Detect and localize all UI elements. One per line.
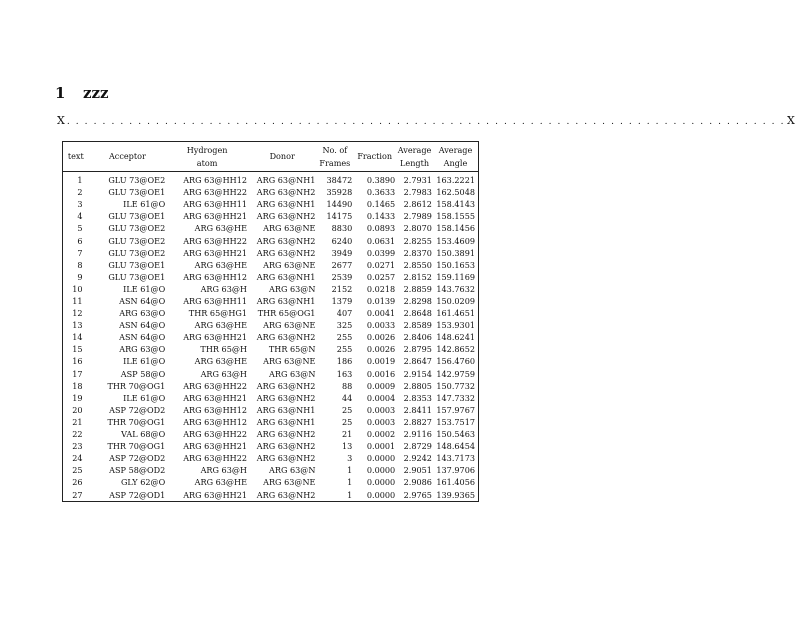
cell-hydrogen: ARG 63@HE xyxy=(194,223,247,234)
cell-index: 21 xyxy=(72,416,83,427)
cell-acceptor: ARG 63@O xyxy=(119,344,166,355)
cell-length: 2.9242 xyxy=(403,453,432,464)
cell-angle: 150.3891 xyxy=(436,247,475,258)
cell-fraction: 0.0000 xyxy=(366,489,396,500)
cell-acceptor: ARG 63@O xyxy=(119,308,166,319)
cell-hydrogen: ARG 63@HH22 xyxy=(183,187,247,198)
table-row xyxy=(63,235,479,247)
cell-angle: 137.9706 xyxy=(436,465,475,476)
cell-frames: 1 xyxy=(347,465,353,476)
cell-angle: 142.9759 xyxy=(436,368,475,379)
cell-frames: 186 xyxy=(336,356,353,367)
table-row xyxy=(63,380,479,392)
cell-frames: 14175 xyxy=(326,211,353,222)
cell-angle: 158.4143 xyxy=(436,199,475,210)
header-average-angle: Average Angle xyxy=(433,142,479,172)
cell-index: 9 xyxy=(77,271,83,282)
cell-index: 27 xyxy=(72,489,83,500)
cell-frames: 2152 xyxy=(331,283,353,294)
section-heading xyxy=(55,84,109,102)
cell-hydrogen: ARG 63@HH21 xyxy=(183,211,247,222)
table-row xyxy=(63,172,479,187)
cell-fraction: 0.0004 xyxy=(366,392,396,403)
cell-fraction: 0.0002 xyxy=(366,429,396,440)
cell-frames: 6240 xyxy=(331,235,353,246)
cell-length: 2.7983 xyxy=(403,187,432,198)
header-donor: Donor xyxy=(248,142,316,172)
cell-fraction: 0.0033 xyxy=(366,320,396,331)
cell-fraction: 0.0026 xyxy=(366,332,396,343)
cell-index: 4 xyxy=(77,211,83,222)
cell-fraction: 0.0009 xyxy=(366,380,396,391)
cell-length: 2.8370 xyxy=(403,247,432,258)
cell-length: 2.8648 xyxy=(403,308,432,319)
cell-donor: ARG 63@NH1 xyxy=(256,404,316,415)
cell-index: 18 xyxy=(72,380,83,391)
cell-hydrogen: ARG 63@HH11 xyxy=(183,199,247,210)
cell-frames: 8830 xyxy=(331,223,353,234)
cell-frames: 1 xyxy=(347,489,353,500)
cell-length: 2.8729 xyxy=(403,441,432,452)
cell-length: 2.8070 xyxy=(403,223,432,234)
cell-index: 3 xyxy=(77,199,83,210)
cell-donor: ARG 63@NH2 xyxy=(256,380,316,391)
cell-frames: 3949 xyxy=(331,247,353,258)
cell-index: 19 xyxy=(72,392,83,403)
cell-fraction: 0.0257 xyxy=(366,271,396,282)
cell-fraction: 0.3890 xyxy=(366,175,396,186)
cell-donor: ARG 63@NH2 xyxy=(256,235,316,246)
table-row xyxy=(63,222,479,234)
cell-donor: ARG 63@NH2 xyxy=(256,429,316,440)
cell-length: 2.8406 xyxy=(403,332,432,343)
cell-index: 2 xyxy=(77,187,83,198)
table-row xyxy=(63,247,479,259)
cell-frames: 25 xyxy=(341,416,353,427)
table-header-row xyxy=(63,142,479,172)
cell-donor: ARG 63@NH2 xyxy=(256,441,316,452)
cell-acceptor: ILE 61@O xyxy=(123,392,166,403)
cell-hydrogen: ARG 63@HE xyxy=(194,356,247,367)
cell-donor: ARG 63@NH2 xyxy=(256,247,316,258)
cell-hydrogen: ARG 63@HH21 xyxy=(183,392,247,403)
cell-angle: 157.9767 xyxy=(436,404,475,415)
table-row xyxy=(63,198,479,210)
cell-donor: ARG 63@NH1 xyxy=(256,175,316,186)
cell-index: 26 xyxy=(72,477,83,488)
cell-length: 2.8859 xyxy=(403,283,432,294)
header-frames: No. of Frames xyxy=(316,142,353,172)
cell-frames: 44 xyxy=(341,392,353,403)
cell-index: 6 xyxy=(77,235,83,246)
hbond-table xyxy=(62,141,479,502)
cell-frames: 407 xyxy=(336,308,353,319)
cell-acceptor: GLU 73@OE2 xyxy=(108,235,166,246)
cell-acceptor: GLU 73@OE1 xyxy=(108,271,166,282)
cell-frames: 2677 xyxy=(331,259,353,270)
cell-donor: THR 65@OG1 xyxy=(257,308,316,319)
cell-hydrogen: THR 65@HG1 xyxy=(188,308,247,319)
cell-hydrogen: THR 65@H xyxy=(200,344,247,355)
cell-frames: 2539 xyxy=(331,271,353,282)
cell-hydrogen: ARG 63@HE xyxy=(194,320,247,331)
cell-fraction: 0.0271 xyxy=(366,259,396,270)
cell-acceptor: ILE 61@O xyxy=(123,283,166,294)
cell-fraction: 0.1465 xyxy=(366,199,396,210)
cell-acceptor: ASP 72@OD2 xyxy=(109,404,166,415)
table-row xyxy=(63,210,479,222)
toc-right-label: X xyxy=(787,114,795,127)
cell-donor: ARG 63@NH2 xyxy=(256,332,316,343)
toc-leader-dots: . . . . . . . . . . . . . . . . . . . . . . . . . . . . . . . . . . . . . . . . . . . . . . . . . . . . . . . . . . . . . . . . . . . . . . . . . . . . . . . . . xyxy=(66,117,786,127)
cell-index: 8 xyxy=(77,259,83,270)
cell-frames: 88 xyxy=(341,380,353,391)
cell-fraction: 0.0026 xyxy=(366,344,396,355)
cell-hydrogen: ARG 63@HH21 xyxy=(183,332,247,343)
cell-donor: ARG 63@NE xyxy=(263,477,316,488)
cell-donor: THR 65@N xyxy=(268,344,316,355)
cell-index: 5 xyxy=(77,223,83,234)
cell-fraction: 0.0000 xyxy=(366,465,396,476)
cell-acceptor: THR 70@OG1 xyxy=(107,380,166,391)
cell-donor: ARG 63@NH1 xyxy=(256,199,316,210)
cell-acceptor: ASP 58@OD2 xyxy=(109,465,166,476)
cell-hydrogen: ARG 63@HH21 xyxy=(183,247,247,258)
table-row xyxy=(63,331,479,343)
cell-donor: ARG 63@NE xyxy=(263,259,316,270)
cell-angle: 143.7632 xyxy=(436,283,475,294)
cell-length: 2.9116 xyxy=(403,429,432,440)
cell-acceptor: ASP 72@OD1 xyxy=(109,489,166,500)
cell-angle: 150.1653 xyxy=(436,259,475,270)
cell-length: 2.9051 xyxy=(403,465,432,476)
cell-fraction: 0.0218 xyxy=(366,283,396,294)
cell-angle: 147.7332 xyxy=(436,392,475,403)
cell-hydrogen: ARG 63@HH12 xyxy=(183,175,247,186)
cell-donor: ARG 63@NE xyxy=(263,320,316,331)
cell-index: 13 xyxy=(72,320,83,331)
cell-fraction: 0.0016 xyxy=(366,368,396,379)
cell-fraction: 0.0019 xyxy=(366,356,396,367)
cell-index: 1 xyxy=(77,175,83,186)
table-row xyxy=(63,186,479,198)
header-acceptor: Acceptor xyxy=(89,142,167,172)
header-text: text xyxy=(63,142,89,172)
header-fraction: Fraction xyxy=(353,142,396,172)
table-row xyxy=(63,428,479,440)
cell-length: 2.8647 xyxy=(403,356,432,367)
cell-index: 22 xyxy=(72,429,83,440)
cell-length: 2.8298 xyxy=(403,296,432,306)
cell-length: 2.7989 xyxy=(403,211,432,222)
cell-hydrogen: ARG 63@HH22 xyxy=(183,453,247,464)
cell-donor: ARG 63@NH2 xyxy=(256,453,316,464)
cell-fraction: 0.1433 xyxy=(366,211,396,222)
cell-fraction: 0.0041 xyxy=(366,308,396,319)
cell-angle: 162.5048 xyxy=(436,187,475,198)
cell-fraction: 0.0399 xyxy=(366,247,396,258)
cell-acceptor: GLU 73@OE2 xyxy=(108,223,166,234)
cell-length: 2.8353 xyxy=(403,392,432,403)
cell-donor: ARG 63@NE xyxy=(263,356,316,367)
cell-index: 11 xyxy=(72,296,83,306)
header-average-length: Average Length xyxy=(396,142,433,172)
cell-hydrogen: ARG 63@HH12 xyxy=(183,416,247,427)
table-row xyxy=(63,307,479,319)
cell-hydrogen: ARG 63@H xyxy=(200,368,247,379)
toc-left-label: X xyxy=(57,114,65,127)
cell-frames: 35928 xyxy=(326,187,353,198)
cell-length: 2.8589 xyxy=(403,320,432,331)
cell-acceptor: ASN 64@O xyxy=(119,320,166,331)
cell-length: 2.8550 xyxy=(403,259,432,270)
toc-entry xyxy=(57,114,795,127)
cell-hydrogen: ARG 63@HH11 xyxy=(183,296,247,306)
table-body xyxy=(63,172,479,502)
cell-index: 17 xyxy=(72,368,83,379)
cell-fraction: 0.3633 xyxy=(366,187,396,198)
cell-hydrogen: ARG 63@HH22 xyxy=(183,380,247,391)
cell-index: 24 xyxy=(72,453,83,464)
table-row xyxy=(63,283,479,295)
cell-hydrogen: ARG 63@HH12 xyxy=(183,404,247,415)
cell-angle: 163.2221 xyxy=(436,175,475,186)
table-row xyxy=(63,259,479,271)
cell-length: 2.8411 xyxy=(403,404,432,415)
cell-angle: 148.6241 xyxy=(436,332,475,343)
cell-length: 2.9154 xyxy=(403,368,432,379)
cell-index: 7 xyxy=(77,247,83,258)
cell-angle: 143.7173 xyxy=(436,453,475,464)
cell-angle: 150.7732 xyxy=(436,380,475,391)
cell-index: 10 xyxy=(72,283,83,294)
cell-acceptor: GLU 73@OE2 xyxy=(108,175,166,186)
cell-angle: 161.4651 xyxy=(436,308,475,319)
header-hydrogen-atom: Hydrogen atom xyxy=(166,142,248,172)
cell-acceptor: GLY 62@O xyxy=(120,477,166,488)
cell-frames: 38472 xyxy=(326,175,353,186)
cell-donor: ARG 63@NH2 xyxy=(256,211,316,222)
cell-acceptor: VAL 68@O xyxy=(121,429,166,440)
cell-hydrogen: ARG 63@HH21 xyxy=(183,489,247,500)
cell-donor: ARG 63@NH1 xyxy=(256,271,316,282)
cell-frames: 3 xyxy=(347,453,353,464)
cell-frames: 13 xyxy=(341,441,353,452)
table-row xyxy=(63,295,479,307)
cell-hydrogen: ARG 63@HE xyxy=(194,477,247,488)
cell-frames: 255 xyxy=(336,344,353,355)
table-row xyxy=(63,476,479,488)
cell-angle: 150.5463 xyxy=(436,429,475,440)
cell-fraction: 0.0893 xyxy=(366,223,396,234)
cell-angle: 153.4609 xyxy=(436,235,475,246)
cell-hydrogen: ARG 63@H xyxy=(200,465,247,476)
cell-frames: 1379 xyxy=(331,296,353,306)
cell-angle: 158.1555 xyxy=(436,211,475,222)
table-row xyxy=(63,489,479,502)
table-row xyxy=(63,464,479,476)
cell-acceptor: THR 70@OG1 xyxy=(107,441,166,452)
cell-hydrogen: ARG 63@HH22 xyxy=(183,235,247,246)
table-row xyxy=(63,319,479,331)
cell-donor: ARG 63@NH2 xyxy=(256,187,316,198)
cell-length: 2.8827 xyxy=(403,416,432,427)
cell-length: 2.8152 xyxy=(403,271,432,282)
cell-donor: ARG 63@NH2 xyxy=(256,392,316,403)
cell-acceptor: GLU 73@OE1 xyxy=(108,187,166,198)
cell-frames: 25 xyxy=(341,404,353,415)
cell-donor: ARG 63@N xyxy=(269,368,316,379)
cell-frames: 325 xyxy=(336,320,353,331)
cell-donor: ARG 63@N xyxy=(269,283,316,294)
cell-length: 2.9086 xyxy=(403,477,432,488)
cell-frames: 21 xyxy=(341,429,353,440)
cell-index: 23 xyxy=(72,441,83,452)
table-row xyxy=(63,404,479,416)
cell-acceptor: ASP 58@O xyxy=(120,368,166,379)
table-row xyxy=(63,416,479,428)
cell-length: 2.8255 xyxy=(403,235,432,246)
cell-angle: 156.4760 xyxy=(436,356,475,367)
cell-fraction: 0.0003 xyxy=(366,416,396,427)
cell-donor: ARG 63@N xyxy=(269,465,316,476)
table-row xyxy=(63,440,479,452)
cell-length: 2.9765 xyxy=(403,489,432,500)
cell-acceptor: THR 70@OG1 xyxy=(107,416,166,427)
cell-hydrogen: ARG 63@H xyxy=(200,283,247,294)
cell-index: 25 xyxy=(72,465,83,476)
cell-angle: 153.9301 xyxy=(436,320,475,331)
cell-fraction: 0.0000 xyxy=(366,453,396,464)
cell-angle: 158.1456 xyxy=(436,223,475,234)
cell-length: 2.7931 xyxy=(403,175,432,186)
cell-frames: 14490 xyxy=(326,199,353,210)
cell-acceptor: ILE 61@O xyxy=(123,199,166,210)
cell-frames: 255 xyxy=(336,332,353,343)
cell-fraction: 0.0139 xyxy=(366,296,396,306)
cell-acceptor: ASP 72@OD2 xyxy=(109,453,166,464)
table-row xyxy=(63,355,479,367)
cell-donor: ARG 63@NE xyxy=(263,223,316,234)
table-row xyxy=(63,452,479,464)
cell-fraction: 0.0631 xyxy=(366,235,396,246)
table-row xyxy=(63,368,479,380)
cell-donor: ARG 63@NH1 xyxy=(256,296,316,306)
cell-angle: 150.0209 xyxy=(436,296,475,306)
cell-acceptor: ILE 61@O xyxy=(123,356,166,367)
section-number: 1 xyxy=(55,84,66,102)
cell-angle: 153.7517 xyxy=(436,416,475,427)
table-row xyxy=(63,392,479,404)
table-row xyxy=(63,343,479,355)
cell-hydrogen: ARG 63@HE xyxy=(194,259,247,270)
cell-frames: 1 xyxy=(347,477,353,488)
cell-fraction: 0.0000 xyxy=(366,477,396,488)
cell-fraction: 0.0001 xyxy=(366,441,396,452)
cell-donor: ARG 63@NH1 xyxy=(256,416,316,427)
cell-angle: 142.8652 xyxy=(436,344,475,355)
cell-index: 20 xyxy=(72,404,83,415)
cell-angle: 139.9365 xyxy=(436,489,475,500)
cell-hydrogen: ARG 63@HH21 xyxy=(183,441,247,452)
cell-index: 14 xyxy=(72,332,83,343)
cell-acceptor: ASN 64@O xyxy=(119,332,166,343)
hbond-table-container xyxy=(62,141,479,502)
cell-length: 2.8795 xyxy=(403,344,432,355)
cell-angle: 148.6454 xyxy=(436,441,475,452)
cell-hydrogen: ARG 63@HH22 xyxy=(183,429,247,440)
cell-donor: ARG 63@NH2 xyxy=(256,489,316,500)
cell-length: 2.8612 xyxy=(403,199,432,210)
table-row xyxy=(63,271,479,283)
cell-length: 2.8805 xyxy=(403,380,432,391)
cell-acceptor: GLU 73@OE2 xyxy=(108,247,166,258)
cell-frames: 163 xyxy=(336,368,353,379)
cell-index: 12 xyxy=(72,308,83,319)
cell-angle: 161.4056 xyxy=(436,477,475,488)
cell-fraction: 0.0003 xyxy=(366,404,396,415)
cell-index: 15 xyxy=(72,344,83,355)
cell-index: 16 xyxy=(72,356,83,367)
cell-acceptor: GLU 73@OE1 xyxy=(108,211,166,222)
cell-hydrogen: ARG 63@HH12 xyxy=(183,271,247,282)
cell-acceptor: ASN 64@O xyxy=(119,296,166,306)
cell-acceptor: GLU 73@OE1 xyxy=(108,259,166,270)
cell-angle: 159.1169 xyxy=(436,271,475,282)
section-title: zzz xyxy=(83,84,109,102)
